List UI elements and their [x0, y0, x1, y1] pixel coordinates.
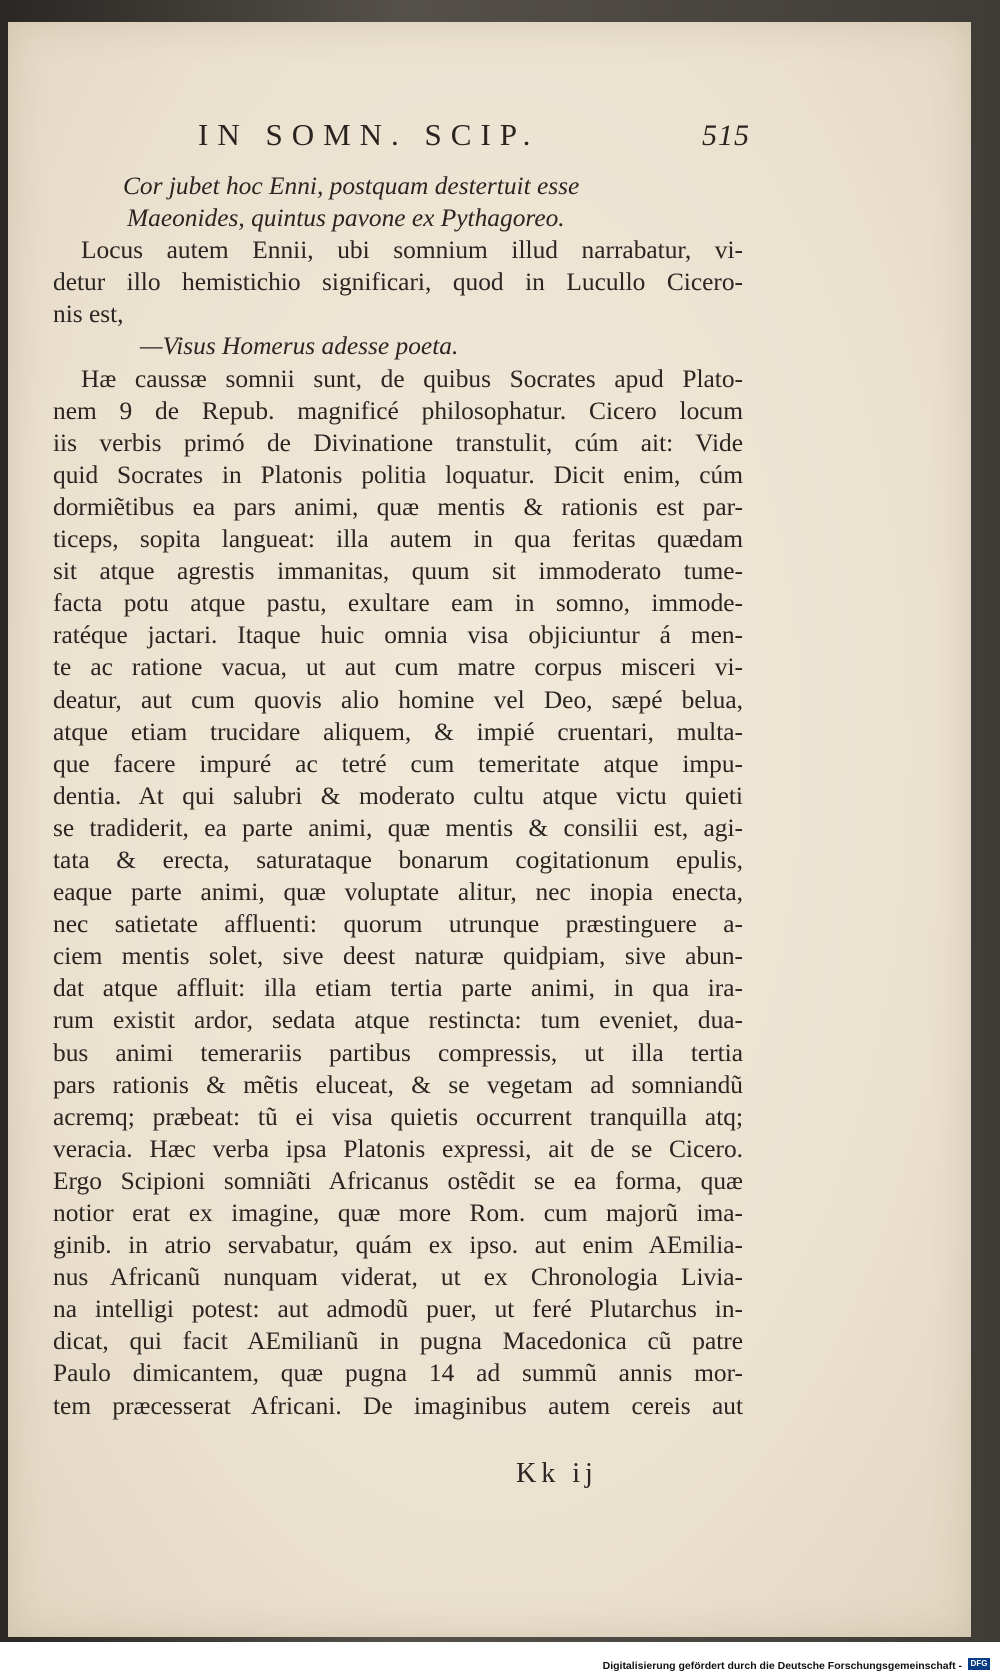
text-line: bus animi temerariis partibus compressis, ut illa tertia	[53, 1038, 743, 1067]
text-line: detur illo hemistichio significari, quod in Lucullo Cicero-	[53, 268, 743, 297]
page-number: 515	[702, 119, 750, 152]
text-line: veracia. Hæc verba ipsa Platonis expressi, ait de se Cicero.	[53, 1134, 743, 1163]
text-line: ratéque jactari. Itaque huic omnia visa objiciuntur á men-	[53, 621, 743, 650]
text-line: pars rationis & mẽtis eluceat, & se vegetam ad somniandũ	[53, 1070, 743, 1099]
signature-mark: Kk ij	[516, 1458, 598, 1489]
text-line: sit atque agrestis immanitas, quum sit immoderato tume-	[53, 557, 743, 586]
text-line: se tradiderit, ea parte animi, quæ mentis & consilii est, agi-	[53, 813, 743, 842]
text-line: tem præcesserat Africani. De imaginibus autem cereis aut	[53, 1391, 743, 1420]
text-line: nis est,	[53, 300, 124, 329]
text-line: dat atque affluit: illa etiam tertia parte animi, in qua ira-	[53, 974, 743, 1003]
text-line: quid Socrates in Platonis politia loquatur. Dicit enim, cúm	[53, 460, 743, 489]
text-line: ticeps, sopita langueat: illa autem in qua feritas quædam	[53, 525, 743, 554]
funding-credit: Digitalisierung gefördert durch die Deutsche Forschungsgemeinschaft -	[602, 1660, 962, 1672]
text-line: facta potu atque pastu, exultare eam in somno, immode-	[53, 589, 743, 618]
text-line: notior erat ex imagine, quæ more Rom. cum majorũ ima-	[53, 1199, 743, 1227]
text-line: Locus autem Ennii, ubi somnium illud narrabatur, vi-	[81, 236, 743, 265]
text-line: dentia. At qui salubri & moderato cultu atque victu quieti	[53, 781, 743, 810]
text-line: ginib. in atrio servabatur, quám ex ipso. aut enim AEmilia-	[53, 1231, 743, 1260]
text-line: ciem mentis solet, sive deest naturæ quidpiam, sive abun-	[53, 942, 743, 971]
text-line: nem 9 de Repub. magnificé philosophatur. Cicero locum	[53, 396, 743, 425]
text-line: Paulo dimicantem, quæ pugna 14 ad summũ annis mor-	[53, 1359, 743, 1388]
book-page	[8, 22, 971, 1637]
text-line: nec satietate affluenti: quorum utrunque præstinguere a-	[53, 910, 743, 939]
dfg-logo: DFG	[968, 1658, 990, 1670]
text-line: nus Africanũ nunquam viderat, ut ex Chronologia Livia-	[53, 1263, 743, 1292]
text-line: atque etiam trucidare aliquem, & impié cruentari, multa-	[53, 717, 743, 746]
verse-line: Maeonides, quintus pavone ex Pythagoreo.	[127, 204, 565, 233]
text-line: Hæ caussæ somnii sunt, de quibus Socrates apud Plato-	[81, 364, 743, 393]
body-text	[53, 170, 743, 1422]
verse-line: Cor jubet hoc Enni, postquam destertuit esse	[123, 172, 580, 200]
text-line: Ergo Scipioni somniãti Africanus ostẽdit se ea forma, quæ	[53, 1166, 743, 1195]
text-line: que facere impuré ac tetré cum temeritate atque impu-	[53, 749, 743, 778]
text-line: dormiẽtibus ea pars animi, quæ mentis & rationis est par-	[53, 492, 743, 521]
text-line: te ac ratione vacua, ut aut cum matre corpus misceri vi-	[53, 653, 743, 682]
text-line: deatur, aut cum quovis alio homine vel Deo, sæpé belua,	[53, 685, 743, 714]
text-line: iis verbis primó de Divinatione transtulit, cúm ait: Vide	[53, 428, 743, 457]
text-line: rum existit ardor, sedata atque restincta: tum eveniet, dua-	[53, 1006, 743, 1035]
text-line: eaque parte animi, quæ voluptate alitur, nec inopia enecta,	[53, 878, 743, 907]
text-line: dicat, qui facit AEmilianũ in pugna Macedonica cũ patre	[53, 1327, 743, 1356]
verse-line: —Visus Homerus adesse poeta.	[140, 332, 459, 361]
running-head: IN SOMN. SCIP.	[198, 117, 540, 152]
text-line: acremq; præbeat: tũ ei visa quietis occurrent tranquilla atq;	[53, 1102, 743, 1131]
text-line: tata & erecta, saturataque bonarum cogitationum epulis,	[53, 845, 743, 874]
text-line: na intelligi potest: aut admodũ puer, ut feré Plutarchus in-	[53, 1295, 743, 1324]
